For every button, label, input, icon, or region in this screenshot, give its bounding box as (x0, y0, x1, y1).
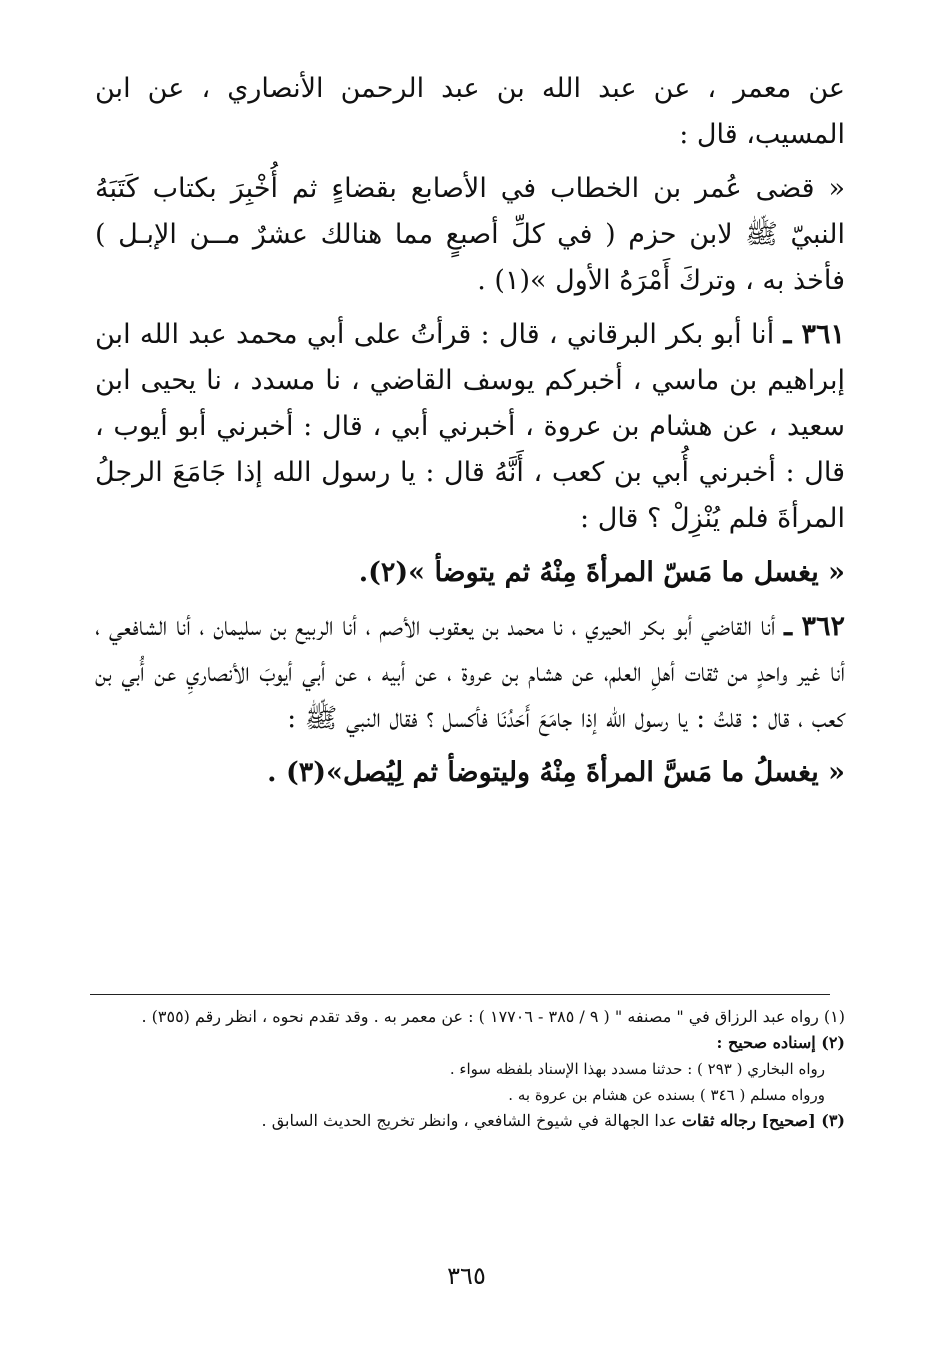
paragraph-chain: عن معمر ، عن عبد الله بن عبد الرحمن الأنصاري ، عن ابن المسيب، قال : (95, 73, 845, 150)
footnote-3-heading: (٣) [صحيح] رجاله ثقات (681, 1111, 845, 1130)
hadith-361 (95, 312, 845, 542)
hadith-number: ٣٦٢ ـ (784, 611, 845, 642)
hadith-362 (95, 604, 845, 742)
hadith-text: أنا القاضي أبو بكر الحيري ، نا محمد بن يعقوب الأصم ، أنا الربيع بن سليمان ، أنا الشافعي ، أنا غير واحدٍ من ثقات أهلِ العلم، عن هشام بن عروة ، عن أبيه ، عن أبي أيوبَ الأنصاريِ عن أُبي بن كعب ، قال : قلتُ : يا رسول الله إذا جامَعَ أَحَدُنَا فأكسل ؟ فقال النبي ﷺ : (95, 611, 845, 734)
footnote-3-text: عدا الجهالة في شيوخ الشافعي ، وانظر تخريج الحديث السابق . (261, 1111, 677, 1130)
paragraph-quote-1: « قضى عُمر بن الخطاب في الأصابع بقضاءٍ ثم أُخْبِرَ بكتاب كَتَبَهُ النبيّ ﷺ لابن حزم ( في كلِّ أصبعٍ مما هنالك عشرٌ مــن الإبـل ) فأخذ به ، وتركَ أَمْرَهُ الأول »(١) . (95, 173, 845, 296)
hadith-text: أنا أبو بكر البرقاني ، قال : قرأتُ على أبي محمد عبد الله ابن إبراهيم بن ماسي ، أخبركم يوسف القاضي ، نا مسدد ، نا يحيى ابن سعيد ، عن هشام بن عروة ، أخبرني أبي ، قال : أخبرني أبو أيوب ، قال : أخبرني أُبي بن كعب ، أَنَّهُ قال : يا رسول الله إذا جَامَعَ الرجلُ المرأةَ فلم يُنْزِلْ ؟ قال : (95, 319, 845, 534)
footnote-2-line-1: رواه البخاري ( ٢٩٣ ) : حدثنا مسدد بهذا الإسناد بلفظه سواء . (449, 1060, 825, 1078)
page-number: ٣٦٥ (447, 1262, 486, 1290)
footnotes (95, 1004, 845, 1134)
paragraph-quote-3: « يغسلُ ما مَسَّ المرأةَ مِنْهُ وليتوضأ ثم لِيُصل»(٣) . (267, 757, 845, 788)
footnote-1: (١) رواه عبد الرزاق في " مصنفه " ( ٩ / ٣٨٥ - ١٧٧٠٦ ) : عن معمر به . وقد تقدم نحوه ، انظر رقم (٣٥٥) . (141, 1007, 845, 1026)
main-text (95, 66, 845, 796)
footnote-divider (90, 994, 830, 995)
hadith-number: ٣٦١ ـ (783, 319, 846, 350)
footnote-2-heading: (٢) إسناده صحيح : (716, 1033, 845, 1052)
paragraph-quote-2: « يغسل ما مَسّ المرأةَ مِنْهُ ثم يتوضأ »(٢). (358, 557, 845, 588)
footnote-2-line-2: ورواه مسلم ( ٣٤٦ ) بسنده عن هشام بن عروة به . (508, 1086, 825, 1104)
footnote-3 (95, 1108, 845, 1134)
